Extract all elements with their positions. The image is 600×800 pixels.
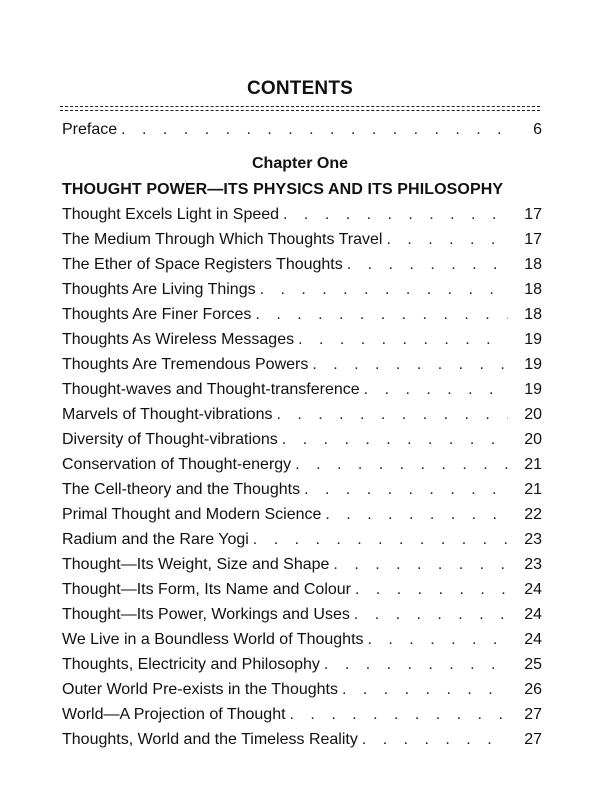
toc-entry-label: Thoughts As Wireless Messages bbox=[62, 331, 295, 348]
toc-entry bbox=[62, 406, 542, 428]
toc-entry bbox=[62, 356, 542, 378]
dot-leader bbox=[283, 206, 508, 224]
toc-entry-label: Thoughts Are Tremendous Powers bbox=[62, 356, 309, 373]
dot-leader bbox=[324, 656, 508, 674]
toc-entry bbox=[62, 581, 542, 603]
toc-entry-page: 27 bbox=[524, 731, 542, 748]
toc-entry bbox=[62, 206, 542, 228]
toc-entry-label: Thought Excels Light in Speed bbox=[62, 206, 280, 223]
dot-leader bbox=[298, 331, 508, 349]
dot-leader bbox=[368, 631, 508, 649]
toc-entry bbox=[62, 681, 542, 703]
dot-leader bbox=[364, 381, 508, 399]
toc-entry-label: Thoughts Are Living Things bbox=[62, 281, 256, 298]
toc-entry-page: 18 bbox=[524, 281, 542, 298]
dot-leader bbox=[290, 706, 508, 724]
toc-entry-label: Thoughts, Electricity and Philosophy bbox=[62, 656, 320, 673]
toc-entry-page: 26 bbox=[524, 681, 542, 698]
toc-entry-page: 25 bbox=[524, 656, 542, 673]
toc-entry-page: 24 bbox=[524, 606, 542, 623]
dot-leader bbox=[347, 256, 508, 274]
dot-leader bbox=[255, 306, 508, 324]
toc-entry-page: 20 bbox=[524, 406, 542, 423]
toc-entry-page: 21 bbox=[524, 481, 542, 498]
dot-leader bbox=[355, 581, 508, 599]
toc-entry bbox=[62, 231, 542, 253]
dot-leader bbox=[362, 731, 508, 749]
dot-leader bbox=[386, 231, 508, 249]
toc-entry-page: 17 bbox=[524, 231, 542, 248]
toc-entry bbox=[62, 656, 542, 678]
toc-entry-label: We Live in a Boundless World of Thoughts bbox=[62, 631, 364, 648]
toc-entry-page: 17 bbox=[524, 206, 542, 223]
toc-entry-page: 24 bbox=[524, 631, 542, 648]
toc-entry bbox=[62, 506, 542, 528]
dot-leader bbox=[333, 556, 508, 574]
toc-entry-page: 18 bbox=[524, 256, 542, 273]
title-rule-bottom bbox=[60, 110, 540, 111]
toc-entry-page: 18 bbox=[524, 306, 542, 323]
chapter-title: THOUGHT POWER—ITS PHYSICS AND ITS PHILOSOPHY bbox=[62, 181, 504, 198]
toc-entry-label: Thoughts Are Finer Forces bbox=[62, 306, 252, 323]
dot-leader bbox=[325, 506, 508, 524]
dot-leader bbox=[282, 431, 508, 449]
toc-entry-label: Thought—Its Power, Workings and Uses bbox=[62, 606, 350, 623]
toc-entry-label: Thought—Its Form, Its Name and Colour bbox=[62, 581, 351, 598]
toc-entry bbox=[62, 306, 542, 328]
toc-entry bbox=[62, 381, 542, 403]
toc-entry bbox=[62, 606, 542, 628]
toc-entry bbox=[62, 556, 542, 578]
toc-entry-page: 19 bbox=[524, 356, 542, 373]
toc-entry-label: Radium and the Rare Yogi bbox=[62, 531, 249, 548]
toc-entry-label: The Ether of Space Registers Thoughts bbox=[62, 256, 343, 273]
toc-entry-label: World—A Projection of Thought bbox=[62, 706, 286, 723]
dot-leader bbox=[342, 681, 508, 699]
toc-entry-label: Marvels of Thought-vibrations bbox=[62, 406, 273, 423]
toc-entry bbox=[62, 256, 542, 278]
dot-leader bbox=[260, 281, 508, 299]
page-title: CONTENTS bbox=[246, 78, 354, 99]
dot-leader bbox=[312, 356, 508, 374]
dot-leader bbox=[121, 121, 508, 139]
toc-entry bbox=[62, 531, 542, 553]
toc-entry-label: Conservation of Thought-energy bbox=[62, 456, 292, 473]
toc-entry-label: Diversity of Thought-vibrations bbox=[62, 431, 278, 448]
toc-entry-page: 27 bbox=[524, 706, 542, 723]
toc-entry-label: Thought-waves and Thought-transference bbox=[62, 381, 360, 398]
toc-entry-label: The Cell-theory and the Thoughts bbox=[62, 481, 301, 498]
toc-entry-page: 23 bbox=[524, 556, 542, 573]
toc-entry-label: Thought—Its Weight, Size and Shape bbox=[62, 556, 330, 573]
toc-entry-page: 23 bbox=[524, 531, 542, 548]
toc-entry bbox=[62, 456, 542, 478]
toc-entry-page: 19 bbox=[524, 381, 542, 398]
dot-leader bbox=[354, 606, 508, 624]
dot-leader bbox=[253, 531, 508, 549]
toc-entry bbox=[62, 281, 542, 303]
toc-entry-label: Preface bbox=[62, 121, 118, 138]
toc-entry-label: Outer World Pre-exists in the Thoughts bbox=[62, 681, 338, 698]
toc-entry-preface bbox=[62, 121, 542, 143]
dot-leader bbox=[276, 406, 508, 424]
dot-leader bbox=[304, 481, 508, 499]
toc-entry-page: 21 bbox=[524, 456, 542, 473]
toc-entry bbox=[62, 431, 542, 453]
toc-entry bbox=[62, 481, 542, 503]
toc-entry-label: Thoughts, World and the Timeless Reality bbox=[62, 731, 358, 748]
toc-entry bbox=[62, 631, 542, 653]
title-rule-top bbox=[60, 106, 540, 107]
toc-entry-label: Primal Thought and Modern Science bbox=[62, 506, 322, 523]
toc-entry-label: The Medium Through Which Thoughts Travel bbox=[62, 231, 383, 248]
toc-entry-page: 20 bbox=[524, 431, 542, 448]
toc-entry-page: 19 bbox=[524, 331, 542, 348]
toc-entry-page: 22 bbox=[524, 506, 542, 523]
toc-entry-page: 6 bbox=[533, 121, 542, 138]
dot-leader bbox=[295, 456, 508, 474]
toc-entry bbox=[62, 731, 542, 753]
toc-entry bbox=[62, 706, 542, 728]
chapter-heading: Chapter One bbox=[251, 155, 348, 172]
toc-entry bbox=[62, 331, 542, 353]
toc-entry-page: 24 bbox=[524, 581, 542, 598]
